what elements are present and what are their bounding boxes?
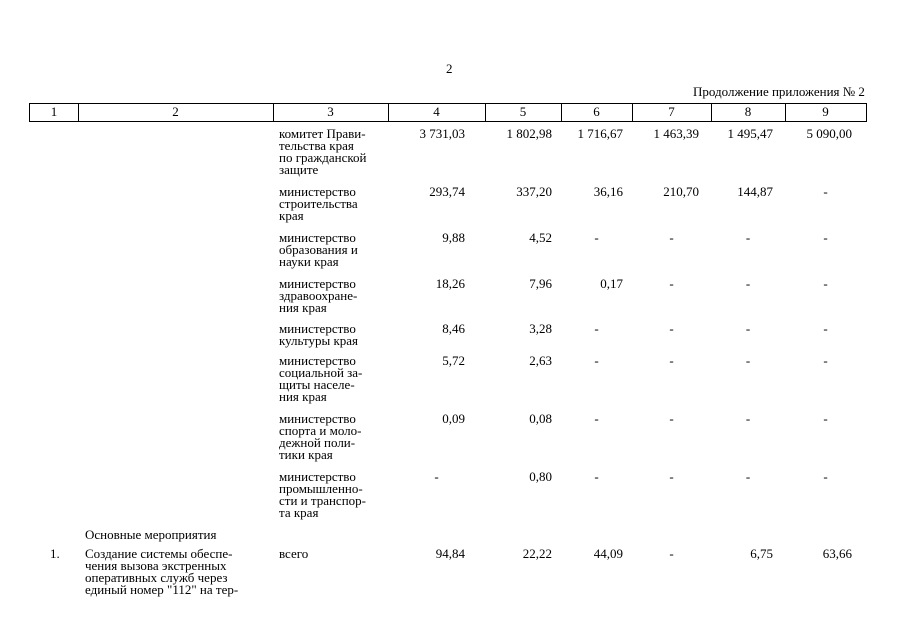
row-value-col7: -: [669, 469, 674, 484]
row-value-col8: -: [745, 276, 751, 291]
row-value-col5: 7,96: [529, 276, 552, 291]
row-value-col6: -: [594, 353, 599, 368]
row-agency-name: министерство социальной за- щиты населе- ния края: [279, 353, 363, 404]
row-value-col9: -: [823, 353, 828, 368]
header-col-9: 9: [822, 104, 829, 119]
item-value-col7: -: [669, 546, 674, 561]
header-col-3: 3: [327, 104, 334, 119]
row-value-col5: 4,52: [529, 230, 552, 245]
row-agency-name: министерство спорта и моло- дежной поли- тики края: [279, 411, 362, 462]
row-value-col9: -: [823, 184, 828, 199]
row-value-col8: -: [745, 469, 751, 484]
row-value-col7: -: [669, 411, 674, 426]
row-value-col5: 337,20: [516, 184, 552, 199]
row-agency-name: министерство строительства края: [279, 184, 358, 223]
item-total-label: всего: [279, 546, 309, 561]
row-value-col6: -: [594, 321, 599, 336]
item-value-col8: 6,75: [750, 546, 773, 561]
header-col-7: 7: [668, 104, 675, 119]
row-value-col7: -: [669, 230, 674, 245]
row-value-col8: 144,87: [737, 184, 773, 199]
continuation-note: Продолжение приложения № 2: [693, 84, 865, 99]
row-value-col8: -: [745, 411, 751, 426]
row-value-col4: -: [434, 469, 439, 484]
row-value-col8: 1 495,47: [727, 126, 773, 141]
header-col-8: 8: [744, 104, 752, 119]
row-value-col6: 0,17: [600, 276, 623, 291]
row-value-col6: 1 716,67: [577, 126, 623, 141]
header-col-1: 1: [50, 104, 58, 119]
row-value-col4: 8,46: [442, 321, 465, 336]
row-value-col5: 3,28: [529, 321, 552, 336]
row-value-col6: -: [594, 230, 599, 245]
row-value-col4: 3 731,03: [419, 126, 465, 141]
row-value-col8: -: [745, 230, 751, 245]
row-value-col9: -: [823, 321, 828, 336]
item-value-col9: 63,66: [822, 546, 852, 561]
item-value-col6: 44,09: [593, 546, 623, 561]
row-value-col6: -: [594, 411, 599, 426]
row-value-col9: -: [823, 411, 828, 426]
row-value-col9: 5 090,00: [806, 126, 852, 141]
row-agency-name: министерство здравоохране- ния края: [279, 276, 358, 315]
header-col-6: 6: [593, 104, 600, 119]
row-value-col4: 0,09: [442, 411, 465, 426]
row-value-col4: 9,88: [442, 230, 465, 245]
row-value-col9: -: [823, 276, 828, 291]
row-value-col7: 210,70: [663, 184, 699, 199]
row-value-col9: -: [823, 230, 828, 245]
item-value-col4: 94,84: [435, 546, 465, 561]
row-value-col5: 1 802,98: [506, 126, 552, 141]
item-number: 1.: [50, 546, 60, 561]
row-value-col7: 1 463,39: [653, 126, 699, 141]
row-agency-name: министерство промышленно- сти и транспор- та края: [279, 469, 366, 520]
row-value-col4: 293,74: [429, 184, 465, 199]
row-value-col9: -: [823, 469, 828, 484]
item-title: Создание системы обеспе- чения вызова экстренных оперативных служб через единый номер "112" на тер-: [85, 546, 239, 597]
row-value-col6: 36,16: [593, 184, 623, 199]
row-value-col8: -: [745, 321, 751, 336]
header-col-4: 4: [433, 104, 440, 119]
header-col-5: 5: [519, 104, 527, 119]
section-heading: Основные мероприятия: [85, 527, 217, 542]
row-value-col5: 0,80: [529, 469, 552, 484]
row-value-col4: 18,26: [435, 276, 465, 291]
row-agency-name: министерство образования и науки края: [279, 230, 358, 269]
row-value-col6: -: [594, 469, 599, 484]
row-value-col5: 0,08: [529, 411, 552, 426]
row-value-col7: -: [669, 321, 674, 336]
page-number: 2: [446, 61, 453, 76]
row-value-col5: 2,63: [529, 353, 552, 368]
row-value-col7: -: [669, 353, 674, 368]
row-value-col8: -: [745, 353, 751, 368]
row-agency-name: министерство культуры края: [279, 321, 359, 348]
item-value-col5: 22,22: [522, 546, 552, 561]
row-value-col4: 5,72: [442, 353, 465, 368]
row-value-col7: -: [669, 276, 674, 291]
header-col-2: 2: [172, 104, 179, 119]
row-agency-name: комитет Прави- тельства края по гражданской защите: [279, 126, 367, 177]
